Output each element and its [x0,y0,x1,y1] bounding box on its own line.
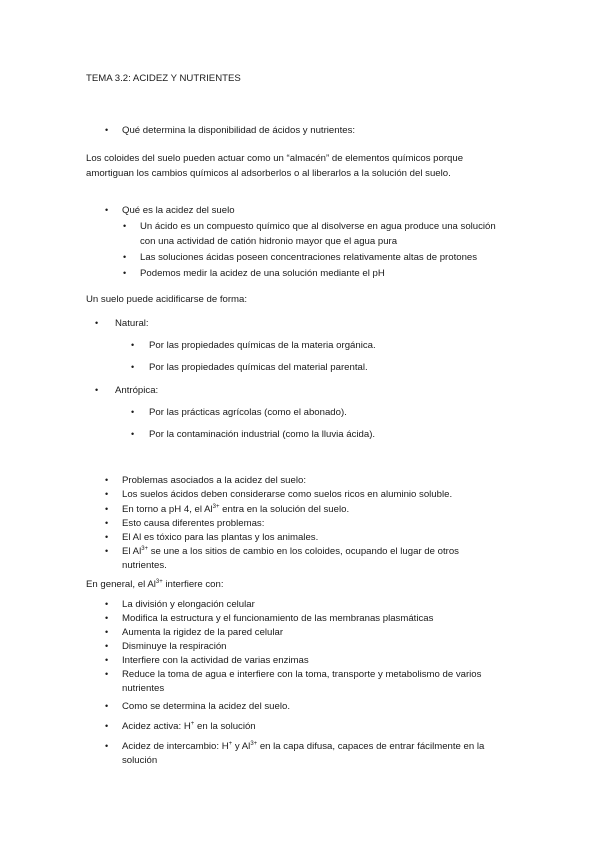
paragraph-coloides-line2: amortiguan los cambios químicos al adsorberlos o al liberarlos a la solución del suelo. [86,168,451,179]
bullet: • [105,669,109,679]
bullet: • [105,125,109,135]
interfiere-item: Aumenta la rigidez de la pared celular [122,627,284,638]
acidez-ph: Podemos medir la acidez de una solución mediante el pH [140,268,385,279]
problemas-causa: Esto causa diferentes problemas: [122,518,265,529]
acidez-activa: Acidez activa: H+ en la solución [122,721,256,732]
acidez-protones: Las soluciones ácidas poseen concentraciones relativamente altas de protones [140,252,478,263]
problemas-ph4: En torno a pH 4, el $Al^{3+}$ entra en la solución del suelo. [122,504,350,515]
acidificar-antropica: Antrópica: [115,385,159,396]
interfiere-item-agua-line2: nutrientes [122,683,165,694]
bullet: • [95,318,99,328]
interfiere-item: Disminuye la respiración [122,641,227,652]
interfiere-item-agua-line1: Reduce la toma de agua e interfiere con la toma, transporte y metabolismo de varios [122,669,482,680]
bullet: • [105,741,109,751]
bullet: • [95,385,99,395]
bullet: • [123,268,127,278]
antropica-contaminacion: Por la contaminación industrial (como la lluvia ácida). [149,429,376,440]
interfiere-intro: En general, el $Al^{3+}$ interfiere con: [86,579,224,590]
bullet: • [131,429,135,439]
interfiere-item: La división y elongación celular [122,599,255,610]
bullet: • [105,518,109,528]
bullet: • [105,489,109,499]
heading-acidez: Qué es la acidez del suelo [122,205,235,216]
bullet: • [123,252,127,262]
page-title: TEMA 3.2: ACIDEZ Y NUTRIENTES [86,73,241,84]
antropica-practicas-agricolas: Por las prácticas agrícolas (como el abonado). [149,407,347,418]
acidez-definition-line1: Un ácido es un compuesto químico que al disolverse en agua produce una solución [140,221,496,232]
bullet: • [105,532,109,542]
acidificar-natural: Natural: [115,318,149,329]
bullet: • [123,221,127,231]
bullet: • [105,721,109,731]
bullet: • [131,340,135,350]
problemas-sitios-cambio-line1: El $Al^{3+}$ se une a los sitios de cambio en los coloides, ocupando el lugar de otros [122,546,459,557]
problemas-heading: Problemas asociados a la acidez del suelo: [122,475,306,486]
acidificar-intro: Un suelo puede acidificarse de forma: [86,294,248,305]
bullet: • [105,475,109,485]
natural-material-parental: Por las propiedades químicas del material parental. [149,362,368,373]
bullet: • [105,655,109,665]
bullet: • [105,613,109,623]
bullet: • [105,599,109,609]
bullet: • [105,504,109,514]
interfiere-item: Modifica la estructura y el funcionamiento de las membranas plasmáticas [122,613,434,624]
problemas-aluminio-soluble: Los suelos ácidos deben considerarse como suelos ricos en aluminio soluble. [122,489,453,500]
acidez-intercambio-line1: Acidez de intercambio: H+ y $Al^{3+}$ en la capa difusa, capaces de entrar fácilmente en la [122,741,485,752]
acidez-intercambio-line2: solución [122,755,158,766]
problemas-toxico: El Al es tóxico para las plantas y los animales. [122,532,319,543]
natural-materia-organica: Por las propiedades químicas de la materia orgánica. [149,340,376,351]
bullet: • [105,546,109,556]
acidez-definition-line2: con una actividad de catión hidronio mayor que el agua pura [140,236,398,247]
interfiere-item: Interfiere con la actividad de varias enzimas [122,655,309,666]
bullet: • [131,407,135,417]
bullet: • [105,701,109,711]
bullet: • [131,362,135,372]
question-disponibilidad: Qué determina la disponibilidad de ácidos y nutrientes: [122,125,356,136]
bullet: • [105,205,109,215]
bullet: • [105,641,109,651]
determina-heading: Como se determina la acidez del suelo. [122,701,290,712]
bullet: • [105,627,109,637]
paragraph-coloides-line1: Los coloides del suelo pueden actuar como un “almacén” de elementos químicos porque [86,153,464,164]
problemas-sitios-cambio-line2: nutrientes. [122,560,167,571]
